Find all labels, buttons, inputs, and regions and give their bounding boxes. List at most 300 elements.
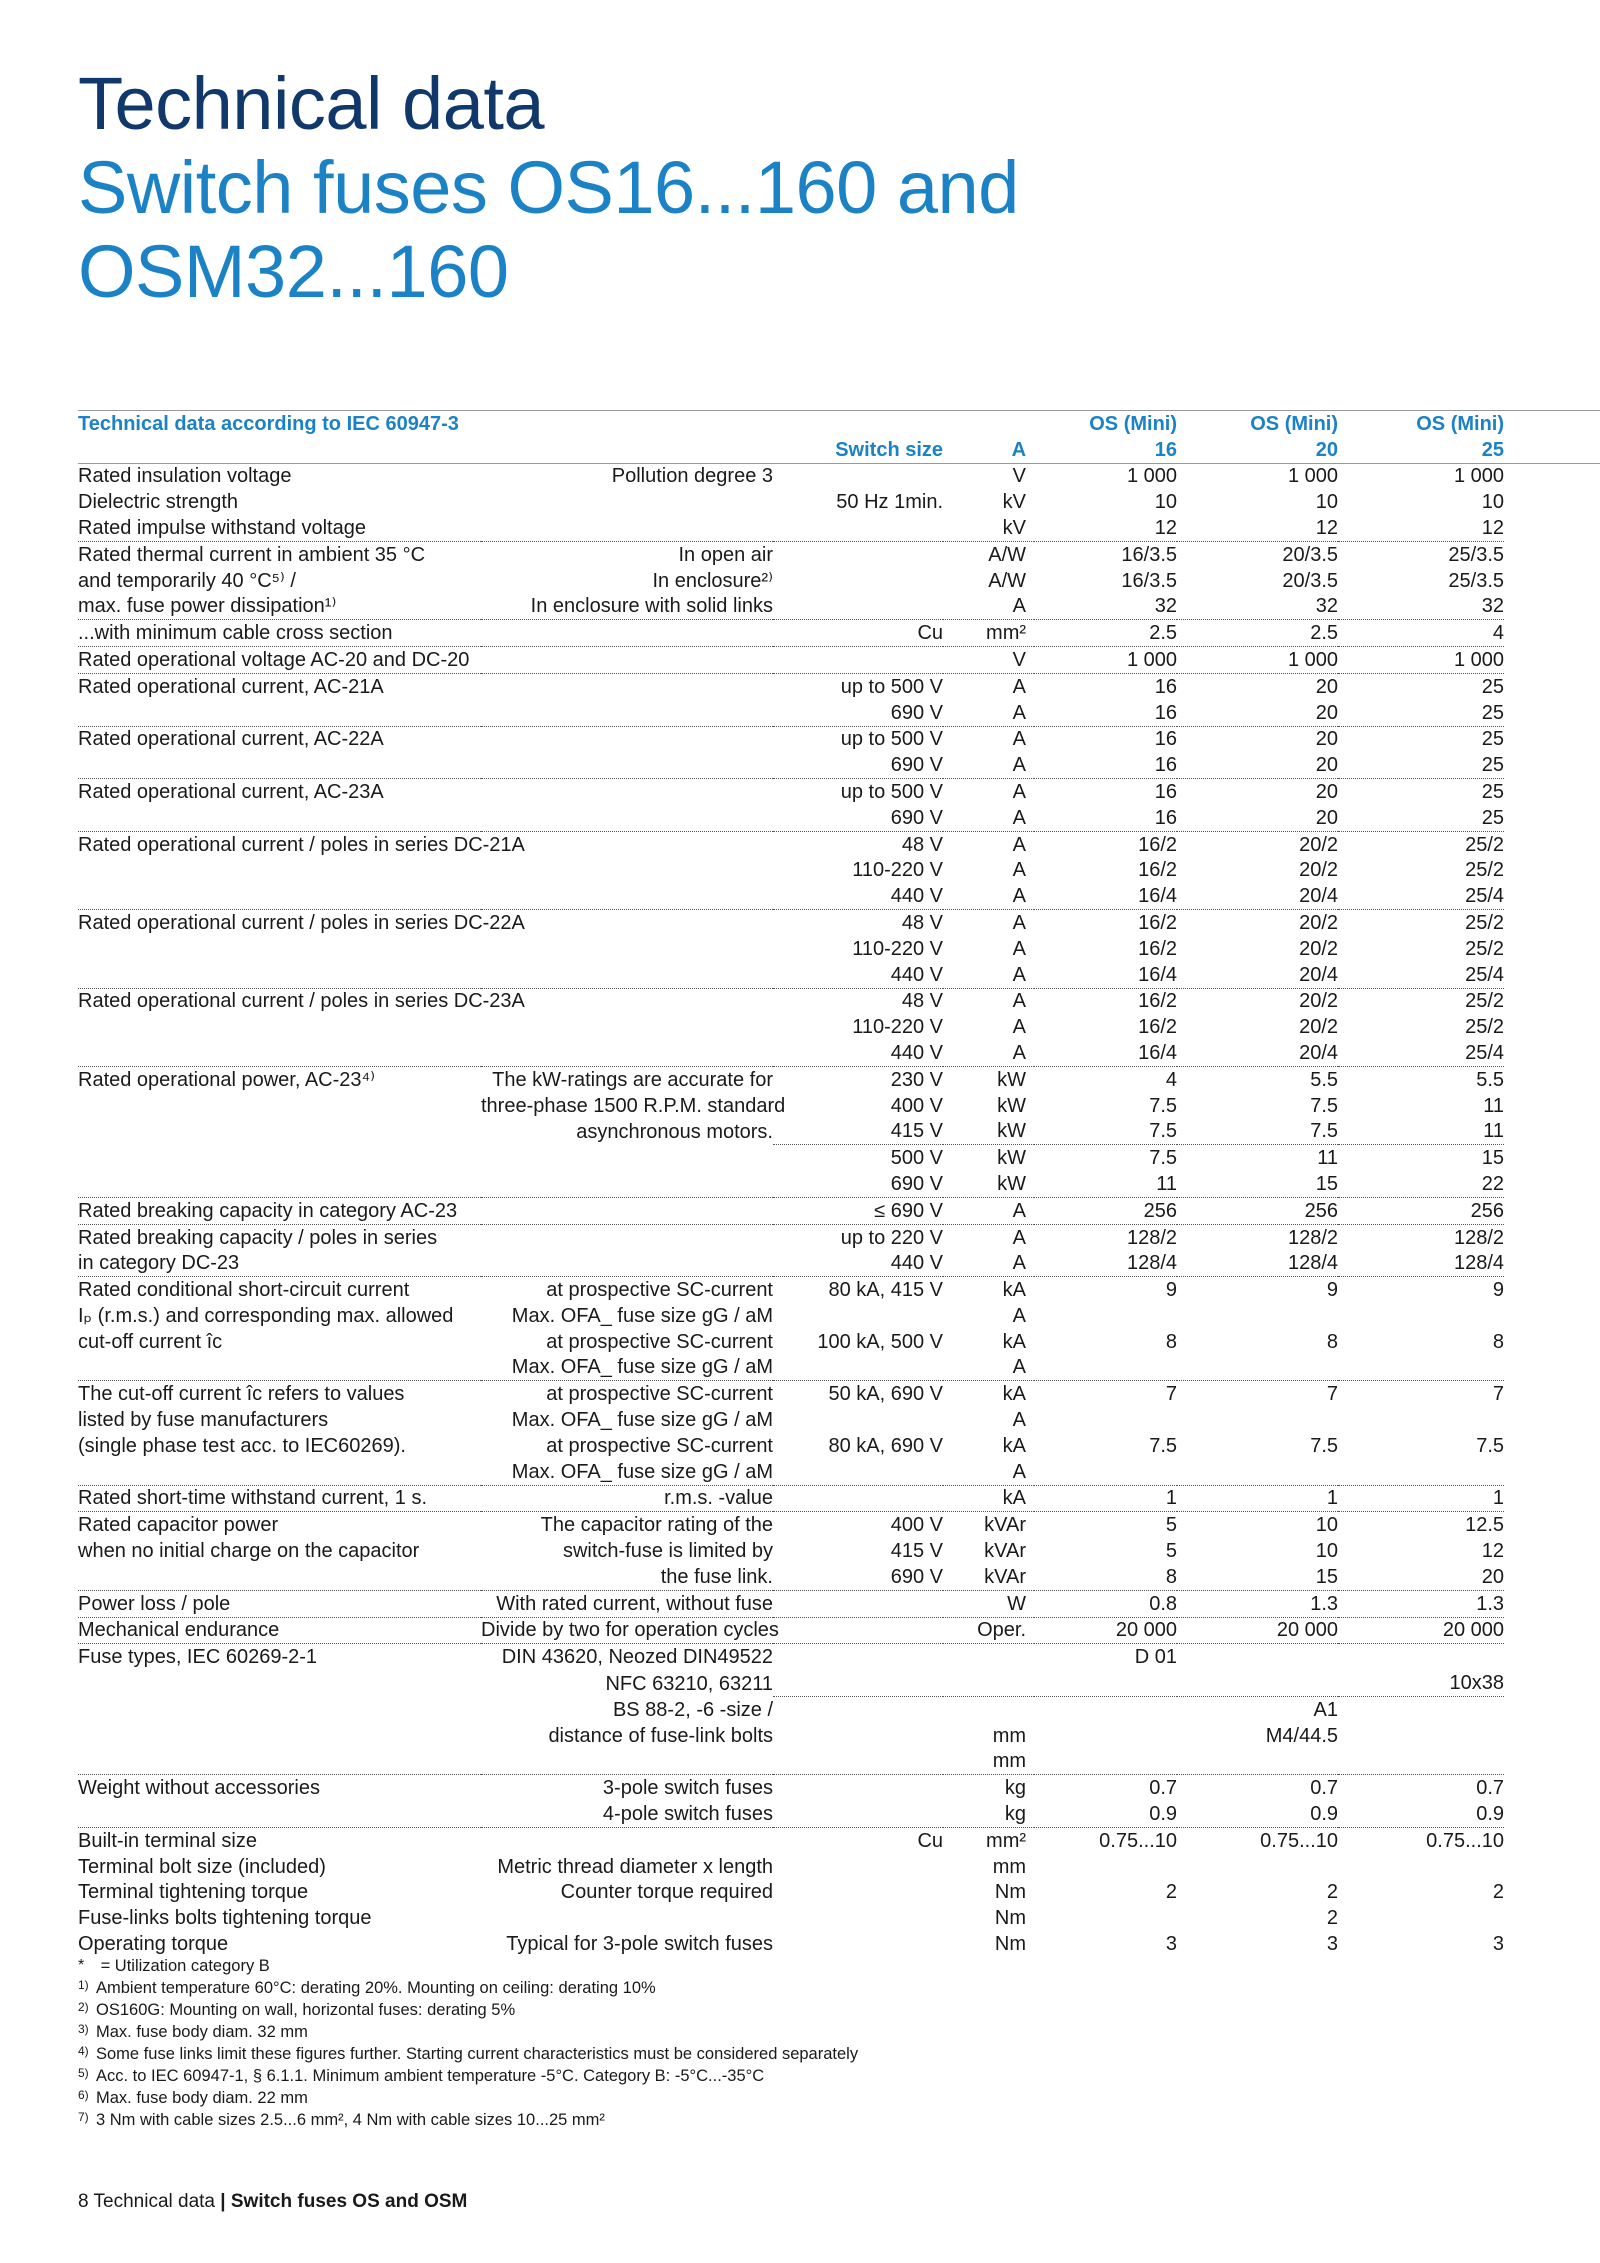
- page-footer: [78, 2191, 467, 2213]
- row-condition: [481, 1145, 773, 1171]
- row-voltage: [773, 1407, 943, 1433]
- value-20: 1 000: [1287, 465, 1339, 488]
- table-row: [78, 858, 1600, 884]
- row-condition: [481, 620, 773, 647]
- page-title: [78, 62, 1019, 314]
- row-condition: [481, 673, 773, 699]
- row-voltage: 690 V: [890, 806, 944, 829]
- row-unit: mm: [992, 1855, 1027, 1878]
- row-condition: [481, 726, 773, 752]
- row-unit: A: [1012, 937, 1027, 960]
- value-25: 25/2: [1465, 937, 1505, 960]
- value-20: 7.5: [1310, 1120, 1339, 1143]
- table-row: [78, 1093, 1600, 1119]
- table-row: [78, 594, 1600, 620]
- table-row: [78, 1723, 1600, 1749]
- row-condition: at prospective SC-current: [481, 1277, 773, 1303]
- value-25: 25: [1338, 779, 1504, 805]
- row-unit: A: [1012, 859, 1027, 882]
- value-16: 12: [1154, 516, 1178, 539]
- footnote-mark: 4): [78, 2044, 89, 2058]
- footnote-text: Acc. to IEC 60947-1, § 6.1.1. Minimum ambient temperature -5°C. Category B: -5°C...-35°C: [96, 2067, 765, 2085]
- value-25: 15: [1338, 1145, 1504, 1171]
- row-unit: kg: [943, 1775, 1034, 1801]
- column-size-25: 25: [1338, 437, 1504, 463]
- value-25: 25/4: [1465, 1041, 1505, 1064]
- row-voltage: [773, 1459, 943, 1485]
- value-25: [1338, 1854, 1504, 1880]
- row-condition: With rated current, without fuse: [481, 1590, 773, 1617]
- value-20: 0.75...10: [1177, 1828, 1338, 1854]
- row-label: Rated short-time withstand current, 1 s.: [78, 1485, 481, 1512]
- table-title: Technical data according to IEC 60947-3: [78, 411, 943, 437]
- row-condition: [481, 1040, 773, 1066]
- row-voltage: 80 kA, 690 V: [828, 1434, 944, 1457]
- table-row: [78, 700, 1600, 726]
- row-label: [78, 883, 481, 909]
- value-25: 7.5: [1476, 1434, 1505, 1457]
- value-20: 1.3: [1177, 1590, 1338, 1617]
- footnotes: [78, 1955, 858, 2131]
- value-20: 11: [1177, 1145, 1338, 1171]
- value-16: 20 000: [1034, 1617, 1177, 1644]
- row-condition: [481, 936, 773, 962]
- value-20: 9: [1177, 1277, 1338, 1303]
- table-row: [78, 1014, 1600, 1040]
- value-25: [1338, 1459, 1504, 1485]
- value-25: 11: [1483, 1120, 1505, 1143]
- row-condition: at prospective SC-current: [546, 1330, 773, 1353]
- row-condition: three-phase 1500 R.P.M. standard: [481, 1094, 786, 1117]
- value-20: 20 000: [1177, 1617, 1338, 1644]
- table-row: [78, 647, 1600, 674]
- row-unit: A: [1012, 1409, 1027, 1432]
- row-voltage: 50 kA, 690 V: [773, 1381, 943, 1407]
- table-row: [78, 1644, 1600, 1670]
- row-unit: mm²: [943, 620, 1034, 647]
- row-label: Iₚ (r.m.s.) and corresponding max. allowed: [78, 1304, 454, 1327]
- value-16: 4: [1034, 1066, 1177, 1092]
- footnote-text: Max. fuse body diam. 32 mm: [96, 2023, 308, 2041]
- row-label: The cut-off current îc refers to values: [78, 1381, 481, 1407]
- row-voltage: 48 V: [773, 910, 943, 936]
- value-16: 9: [1034, 1277, 1177, 1303]
- row-label: [78, 858, 481, 884]
- value-20: 256: [1177, 1197, 1338, 1224]
- row-condition: the fuse link.: [660, 1565, 773, 1588]
- value-25: 25/3.5: [1448, 569, 1505, 592]
- row-voltage: [773, 568, 943, 594]
- row-label: Rated operational current / poles in series DC-23A: [78, 988, 481, 1014]
- value-16: 1 000: [1126, 465, 1178, 488]
- value-25: 25: [1481, 806, 1505, 829]
- footnote: [78, 2021, 858, 2043]
- footer-section: Technical data: [93, 2191, 215, 2212]
- row-voltage: 440 V: [890, 1041, 944, 1064]
- value-20: 32: [1315, 595, 1339, 618]
- value-25: 12: [1481, 516, 1505, 539]
- row-unit: kW: [997, 1172, 1027, 1195]
- row-condition: Counter torque required: [560, 1881, 773, 1904]
- value-25: [1338, 1905, 1504, 1931]
- table-row: [78, 1251, 1600, 1277]
- value-16: 2: [1165, 1881, 1178, 1904]
- value-20: 0.9: [1310, 1803, 1339, 1826]
- row-label: [78, 1355, 481, 1381]
- value-25: 25/2: [1465, 859, 1505, 882]
- row-voltage: [773, 515, 943, 541]
- value-16: 16/2: [1138, 937, 1178, 960]
- row-unit: A: [1012, 1016, 1027, 1039]
- footnote-mark: *: [78, 1957, 85, 1974]
- table-header: [78, 411, 1600, 464]
- row-unit: mm: [992, 1724, 1027, 1747]
- value-16: 16/4: [1138, 885, 1178, 908]
- row-unit: A: [943, 831, 1034, 857]
- row-unit: A: [943, 1197, 1034, 1224]
- table-row: [78, 463, 1600, 489]
- row-unit: A: [943, 910, 1034, 936]
- value-25: 25/2: [1338, 910, 1504, 936]
- table-row: [78, 1381, 1600, 1407]
- value-16: 7.5: [1149, 1434, 1178, 1457]
- row-voltage: 110-220 V: [852, 937, 944, 960]
- value-16: 16: [1154, 754, 1178, 777]
- row-unit: A: [1012, 1356, 1027, 1379]
- row-unit: Oper.: [943, 1617, 1034, 1644]
- row-label: [78, 1670, 481, 1696]
- row-label: Fuse-links bolts tightening torque: [78, 1907, 372, 1930]
- footnote-mark: 2): [78, 2000, 89, 2014]
- value-20: 7.5: [1310, 1434, 1339, 1457]
- value-20: 5.5: [1177, 1066, 1338, 1092]
- row-condition: [481, 1224, 773, 1250]
- table-row: [78, 936, 1600, 962]
- table-row: [78, 752, 1600, 778]
- row-unit: A/W: [943, 541, 1034, 567]
- value-25: [1338, 1407, 1504, 1433]
- row-voltage: [773, 1931, 943, 1957]
- footnote-text: Some fuse links limit these figures further. Starting current characteristics must be considered separately: [96, 2045, 859, 2063]
- row-condition: Max. OFA_ fuse size gG / aM: [511, 1356, 773, 1379]
- value-25: 0.7: [1338, 1775, 1504, 1801]
- column-size-20: 20: [1177, 437, 1338, 463]
- row-condition: Metric thread diameter x length: [497, 1855, 773, 1878]
- row-condition: [481, 700, 773, 726]
- table-row: [78, 1066, 1600, 1092]
- row-condition: In open air: [481, 541, 773, 567]
- row-unit: A: [1012, 701, 1027, 724]
- row-condition: In enclosure with solid links: [530, 595, 773, 618]
- row-label: [78, 1459, 481, 1485]
- value-20: 20/4: [1299, 963, 1339, 986]
- row-condition: NFC 63210, 63211: [605, 1672, 773, 1695]
- row-voltage: [773, 1749, 943, 1775]
- value-16: 16/2: [1138, 859, 1178, 882]
- value-20: [1177, 1407, 1338, 1433]
- row-unit: A: [1012, 1460, 1027, 1483]
- row-unit: A: [1012, 1252, 1027, 1275]
- row-condition: distance of fuse-link bolts: [548, 1724, 773, 1747]
- table-row: [78, 1040, 1600, 1066]
- value-16: 16: [1034, 779, 1177, 805]
- row-voltage: 48 V: [773, 831, 943, 857]
- row-label: [78, 1014, 481, 1040]
- footnote-text: 3 Nm with cable sizes 2.5...6 mm², 4 Nm with cable sizes 10...25 mm²: [96, 2111, 605, 2129]
- row-condition: Max. OFA_ fuse size gG / aM: [511, 1460, 773, 1483]
- footer-title: Switch fuses OS and OSM: [230, 2191, 468, 2212]
- row-condition: Typical for 3-pole switch fuses: [506, 1933, 773, 1956]
- row-label: Terminal bolt size (included): [78, 1855, 326, 1878]
- table-row: [78, 883, 1600, 909]
- row-unit: A: [943, 988, 1034, 1014]
- table-row: [78, 1407, 1600, 1433]
- value-20: 3: [1326, 1933, 1339, 1956]
- table-row: [78, 541, 1600, 567]
- value-16: 11: [1156, 1172, 1178, 1195]
- value-25: [1338, 1697, 1504, 1723]
- value-25: 25/2: [1338, 831, 1504, 857]
- row-unit: A: [1012, 806, 1027, 829]
- value-25: 8: [1492, 1330, 1505, 1353]
- value-20: [1177, 1854, 1338, 1880]
- value-16: 1: [1034, 1485, 1177, 1512]
- value-20: 20/3.5: [1282, 569, 1339, 592]
- footer-divider: |: [220, 2191, 226, 2212]
- value-20: 20/2: [1177, 831, 1338, 857]
- row-unit: kV: [1002, 491, 1027, 514]
- value-16: 32: [1154, 595, 1178, 618]
- row-unit: A: [943, 726, 1034, 752]
- row-unit: W: [943, 1590, 1034, 1617]
- value-20: [1177, 1303, 1338, 1329]
- row-unit: kVAr: [984, 1565, 1027, 1588]
- value-25: 25/2: [1465, 1016, 1505, 1039]
- table-row: [78, 1145, 1600, 1171]
- value-25: 25: [1481, 701, 1505, 724]
- row-label: [78, 936, 481, 962]
- row-voltage: [773, 1801, 943, 1827]
- table-row: [78, 568, 1600, 594]
- row-label: Rated breaking capacity in category AC-23: [78, 1197, 481, 1224]
- row-label: Rated operational current / poles in series DC-21A: [78, 831, 481, 857]
- value-25: 25: [1481, 754, 1505, 777]
- value-25: 20 000: [1338, 1617, 1504, 1644]
- value-16: [1034, 1670, 1177, 1696]
- value-16: 16: [1034, 673, 1177, 699]
- value-16: 16/4: [1138, 1041, 1178, 1064]
- row-label: [78, 962, 481, 988]
- switch-size-unit: A: [943, 437, 1034, 463]
- value-16: 1 000: [1034, 647, 1177, 674]
- value-25: 12: [1481, 1540, 1505, 1563]
- value-20: 20: [1177, 673, 1338, 699]
- row-unit: V: [943, 647, 1034, 674]
- value-16: 8: [1165, 1330, 1178, 1353]
- value-16: 16/3.5: [1034, 541, 1177, 567]
- technical-data-table: [78, 410, 1600, 1957]
- row-unit: A: [943, 673, 1034, 699]
- value-16: [1034, 1723, 1177, 1749]
- table-row: [78, 1171, 1600, 1197]
- row-unit: [943, 1670, 1034, 1696]
- table-row: [78, 1697, 1600, 1723]
- value-25: 1 000: [1338, 647, 1504, 674]
- table-row: [78, 515, 1600, 541]
- footnote: [78, 2109, 858, 2131]
- row-label: Rated operational current, AC-22A: [78, 726, 481, 752]
- row-voltage: 500 V: [773, 1145, 943, 1171]
- row-unit: mm²: [943, 1828, 1034, 1854]
- value-25: [1338, 1644, 1504, 1670]
- row-voltage: [773, 1485, 943, 1512]
- row-unit: V: [1012, 465, 1027, 488]
- value-20: 2: [1326, 1907, 1339, 1930]
- value-20: 15: [1315, 1172, 1339, 1195]
- row-voltage: Cu: [773, 1828, 943, 1854]
- row-unit: kVAr: [984, 1540, 1027, 1563]
- table-row: [78, 805, 1600, 831]
- value-16: 16/3.5: [1121, 569, 1178, 592]
- value-16: [1034, 1459, 1177, 1485]
- table-row: [78, 962, 1600, 988]
- column-type-25: OS (Mini): [1338, 411, 1504, 437]
- value-16: [1034, 1407, 1177, 1433]
- value-25: 1.3: [1338, 1590, 1504, 1617]
- row-voltage: [773, 1303, 943, 1329]
- row-label: Rated thermal current in ambient 35 °C: [78, 541, 481, 567]
- value-20: [1177, 1749, 1338, 1775]
- table-row: [78, 1433, 1600, 1459]
- row-unit: A: [943, 779, 1034, 805]
- table-row: [78, 779, 1600, 805]
- table-row: [78, 1564, 1600, 1590]
- value-20: 1: [1177, 1485, 1338, 1512]
- value-25: 0.9: [1476, 1803, 1505, 1826]
- row-label: [78, 1697, 481, 1723]
- row-label: when no initial charge on the capacitor: [78, 1540, 420, 1563]
- row-unit: A: [1012, 754, 1027, 777]
- row-condition: at prospective SC-current: [546, 1434, 773, 1457]
- row-label: and temporarily 40 °C⁵⁾ /: [78, 569, 296, 592]
- row-condition: r.m.s. -value: [481, 1485, 773, 1512]
- row-condition: BS 88-2, -6 -size /: [612, 1698, 773, 1721]
- value-20: [1177, 1670, 1338, 1696]
- value-16: 16: [1154, 806, 1178, 829]
- value-16: 7.5: [1034, 1145, 1177, 1171]
- footnote-mark: 6): [78, 2088, 89, 2102]
- value-20: 12: [1315, 516, 1339, 539]
- row-unit: A: [1012, 595, 1027, 618]
- row-label: [78, 1145, 481, 1171]
- row-condition: 4-pole switch fuses: [602, 1803, 773, 1826]
- row-condition: [481, 1014, 773, 1040]
- value-20: 128/4: [1287, 1252, 1339, 1275]
- row-voltage: 440 V: [890, 885, 944, 908]
- value-25: 25/2: [1338, 988, 1504, 1014]
- row-voltage: [773, 1670, 943, 1696]
- row-label: Rated operational current, AC-23A: [78, 779, 481, 805]
- title-line-3: OSM32...160: [78, 230, 509, 313]
- row-voltage: [773, 1644, 943, 1670]
- row-voltage: 415 V: [890, 1120, 944, 1143]
- row-unit: A: [943, 1224, 1034, 1250]
- value-25: 32: [1481, 595, 1505, 618]
- value-16: 7.5: [1149, 1120, 1178, 1143]
- table-row: [78, 1277, 1600, 1303]
- value-16: [1034, 1303, 1177, 1329]
- row-condition: In enclosure²⁾: [652, 569, 773, 592]
- row-voltage: [773, 1880, 943, 1906]
- table-row: [78, 1749, 1600, 1775]
- table-row: [78, 1512, 1600, 1538]
- row-label: Rated impulse withstand voltage: [78, 516, 366, 539]
- row-unit: mm: [992, 1750, 1027, 1773]
- value-25: 25: [1338, 673, 1504, 699]
- row-condition: Pollution degree 3: [611, 465, 773, 488]
- row-label: [78, 1040, 481, 1066]
- row-condition: [481, 1251, 773, 1277]
- row-unit: kW: [997, 1120, 1027, 1143]
- row-condition: [481, 1749, 773, 1775]
- row-unit: [943, 1697, 1034, 1723]
- row-unit: [943, 1644, 1034, 1670]
- value-25: 1 000: [1453, 465, 1505, 488]
- row-label: [78, 1171, 481, 1197]
- value-16: [1034, 1697, 1177, 1723]
- row-label: [78, 1093, 481, 1119]
- row-label: Rated breaking capacity / poles in series: [78, 1224, 481, 1250]
- row-voltage: 80 kA, 415 V: [773, 1277, 943, 1303]
- table-row: [78, 1303, 1600, 1329]
- value-25: 22: [1481, 1172, 1505, 1195]
- table-row: [78, 1854, 1600, 1880]
- table-row: [78, 1197, 1600, 1224]
- table-row: [78, 1775, 1600, 1801]
- value-25: [1338, 1303, 1504, 1329]
- footnote: [78, 2065, 858, 2087]
- row-label: Rated conditional short-circuit current: [78, 1277, 481, 1303]
- row-voltage: 415 V: [890, 1540, 944, 1563]
- value-16: 16/4: [1138, 963, 1178, 986]
- value-16: 0.9: [1149, 1803, 1178, 1826]
- row-voltage: 50 Hz 1min.: [836, 491, 944, 514]
- footnote-text: OS160G: Mounting on wall, horizontal fuses: derating 5%: [96, 2001, 516, 2019]
- row-voltage: 230 V: [773, 1066, 943, 1092]
- table-row: [78, 1224, 1600, 1250]
- value-25: 25/4: [1465, 885, 1505, 908]
- value-20: 20/2: [1177, 910, 1338, 936]
- value-20: 10: [1177, 1512, 1338, 1538]
- value-20: [1177, 1459, 1338, 1485]
- row-unit: A: [1012, 963, 1027, 986]
- table-row: [78, 1355, 1600, 1381]
- row-voltage: up to 220 V: [773, 1224, 943, 1250]
- footnote-text: = Utilization category B: [96, 1957, 270, 1975]
- table-row: [78, 1485, 1600, 1512]
- value-25: 11: [1483, 1094, 1505, 1117]
- row-condition: Max. OFA_ fuse size gG / aM: [511, 1304, 773, 1327]
- value-20: 20: [1177, 779, 1338, 805]
- value-16: 16: [1034, 726, 1177, 752]
- footnote-mark: 1): [78, 1978, 89, 1992]
- value-20: 20: [1315, 806, 1339, 829]
- value-16: [1034, 1854, 1177, 1880]
- row-unit: kA: [943, 1277, 1034, 1303]
- row-voltage: [773, 1723, 943, 1749]
- value-20: 20/4: [1299, 885, 1339, 908]
- footnote-text: Ambient temperature 60°C: derating 20%. Mounting on ceiling: derating 10%: [96, 1979, 656, 1997]
